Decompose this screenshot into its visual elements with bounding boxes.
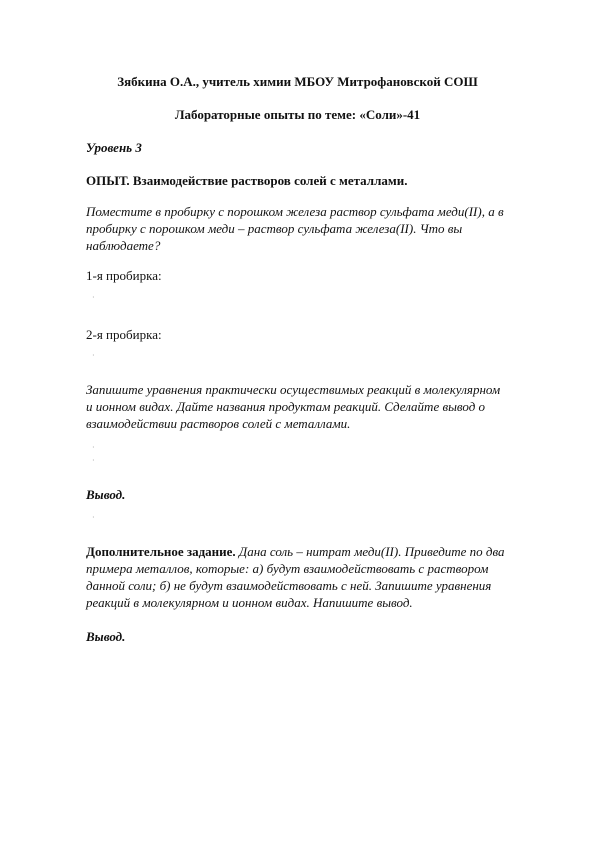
extra-task	[86, 543, 536, 611]
instruction-line: Поместите в пробирку с порошком железа раствор сульфата меди(II), а в	[86, 204, 504, 219]
experiment-instruction	[86, 203, 536, 254]
task-instruction	[86, 381, 536, 432]
instruction-line: пробирку с порошком меди – раствор сульфата железа(II). Что вы	[86, 221, 463, 236]
extra-task-line: реакций в молекулярном и ионном видах. Напишите вывод.	[86, 595, 413, 610]
extra-task-line	[86, 543, 536, 560]
tube-1-label: 1-я пробирка:	[86, 268, 162, 283]
task-line: Запишите уравнения практически осуществимых реакций в молекулярном	[86, 382, 501, 397]
conclusion-label-2: Вывод.	[86, 629, 126, 644]
extra-task-text: Дана соль – нитрат меди(II). Приведите по два	[235, 544, 505, 559]
tube-2-label: 2-я пробирка:	[86, 327, 162, 342]
extra-task-line: данной соли; б) не будут взаимодействовать с ней. Запишите уравнения	[86, 578, 492, 593]
extra-task-line: примера металлов, которые: а) будут взаимодействовать с раствором	[86, 561, 489, 576]
empty-paragraph-mark: ·	[92, 456, 95, 465]
document-title: Лабораторные опыты по теме: «Соли»-41	[174, 107, 421, 122]
empty-paragraph-mark: ·	[92, 351, 95, 360]
instruction-line: наблюдаете?	[86, 238, 161, 253]
empty-paragraph-mark: ·	[92, 513, 95, 522]
empty-paragraph-mark: ·	[92, 443, 95, 452]
task-line: и ионном видах. Дайте названия продуктам реакций. Сделайте вывод о	[86, 399, 486, 414]
author-line: Зябкина О.А., учитель химии МБОУ Митрофановской СОШ	[117, 74, 478, 89]
conclusion-label-1: Вывод.	[86, 487, 126, 502]
empty-paragraph-mark: ·	[92, 293, 95, 302]
experiment-heading: ОПЫТ. Взаимодействие растворов солей с металлами.	[86, 173, 408, 188]
level-heading: Уровень 3	[86, 140, 142, 155]
extra-task-label: Дополнительное задание.	[86, 544, 236, 559]
task-line: взаимодействии растворов солей с металлами.	[86, 416, 351, 431]
